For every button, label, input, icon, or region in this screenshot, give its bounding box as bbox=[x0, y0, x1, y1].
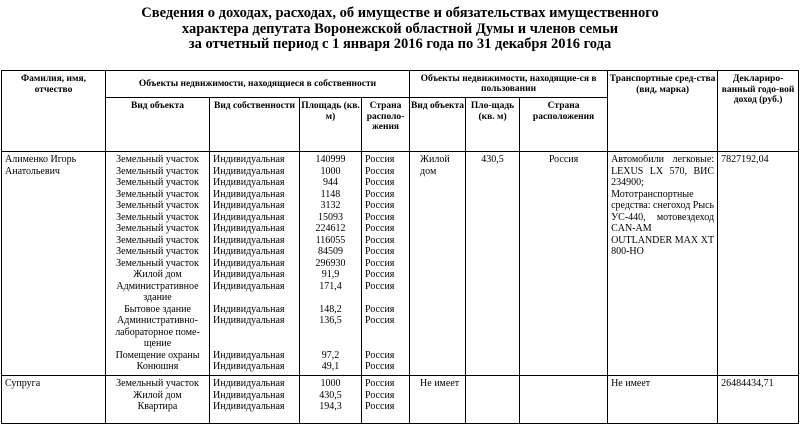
used-type: Жилой дом bbox=[410, 152, 466, 376]
header-row-1 bbox=[2, 71, 799, 98]
owned-area: 1000 430,5 194,3 bbox=[300, 376, 362, 424]
used-type: Не имеет bbox=[410, 376, 466, 424]
title-line-2: характера депутата Воронежской областной Думы и членов семьи bbox=[181, 20, 619, 37]
header-used-group: Объекты недвижимости, находящие-ся в пользовании bbox=[410, 71, 608, 98]
owned-types: Земельный участок Земельный участок Земельный участок Земельный участок Земельный участок Земельный участок Земельный участок Земельный участок Земельный участок Земельный участок Жилой дом Административное здание Бытовое здание Административно-лабораторное поме-щение Помещение охраны Конюшня bbox=[106, 152, 210, 376]
person-name: Супруга bbox=[2, 376, 106, 424]
transport: Не имеет bbox=[608, 376, 718, 424]
header-owned-country: Страна располо-жения bbox=[362, 98, 410, 152]
header-income: Деклариро-ванный годо-вой доход (руб.) bbox=[718, 71, 799, 152]
person-name: Алименко Игорь Анатольевич bbox=[2, 152, 106, 376]
owned-types: Земельный участок Жилой дом Квартира bbox=[106, 376, 210, 424]
owned-ownership: Индивидуальная Индивидуальная Индивидуальная Индивидуальная Индивидуальная Индивидуальная Индивидуальная Индивидуальная Индивидуальная Индивидуальная Индивидуальная Индивидуальная Индивидуальная Индивидуальная Индивидуальная Индивидуальная bbox=[210, 152, 300, 376]
header-owned-group: Объекты недвижимости, находящиеся в собственности bbox=[106, 71, 410, 98]
owned-ownership: Индивидуальная Индивидуальная Индивидуальная bbox=[210, 376, 300, 424]
header-owned-ownership: Вид собственности bbox=[210, 98, 300, 152]
owned-country: Россия Россия Россия bbox=[362, 376, 410, 424]
title-line-3: за отчетный период с 1 января 2016 года по 31 декабря 2016 года bbox=[188, 36, 612, 52]
header-owned-area: Площадь (кв. м) bbox=[300, 98, 362, 152]
header-transport: Транспортные сред-ства (вид, марка) bbox=[608, 71, 718, 152]
header-used-area: Пло-щадь (кв. м) bbox=[466, 98, 520, 152]
page-title bbox=[0, 6, 800, 53]
header-owned-type: Вид объекта bbox=[106, 98, 210, 152]
income: 26484434,71 bbox=[718, 376, 799, 424]
owned-area: 140999 1000 944 1148 3132 15093 224612 116055 84509 296930 91,9 171,4 148,2 136,5 97,2 49,1 bbox=[300, 152, 362, 376]
header-name: Фамилия, имя, отчество bbox=[2, 71, 106, 152]
used-area bbox=[466, 376, 520, 424]
table-row bbox=[2, 376, 799, 424]
used-country: Россия bbox=[520, 152, 608, 376]
income: 7827192,04 bbox=[718, 152, 799, 376]
used-area: 430,5 bbox=[466, 152, 520, 376]
table-row bbox=[2, 152, 799, 376]
header-used-country: Страна расположения bbox=[520, 98, 608, 152]
declaration-table bbox=[1, 70, 799, 424]
title-line-1: Сведения о доходах, расходах, об имуществе и обязательствах имущественного bbox=[141, 5, 659, 21]
header-used-type: Вид объекта bbox=[410, 98, 466, 152]
transport: Автомобили легковые: LEXUS LX 570, ВИС 234900; Мототранспортные средства: снегоход Рысь УС-440, мотовездеход CAN-AM OUTLANDER MAX XT 800-HO bbox=[608, 152, 718, 376]
used-country bbox=[520, 376, 608, 424]
owned-country: Россия Россия Россия Россия Россия Россия Россия Россия Россия Россия Россия Россия Россия Россия Россия Россия bbox=[362, 152, 410, 376]
